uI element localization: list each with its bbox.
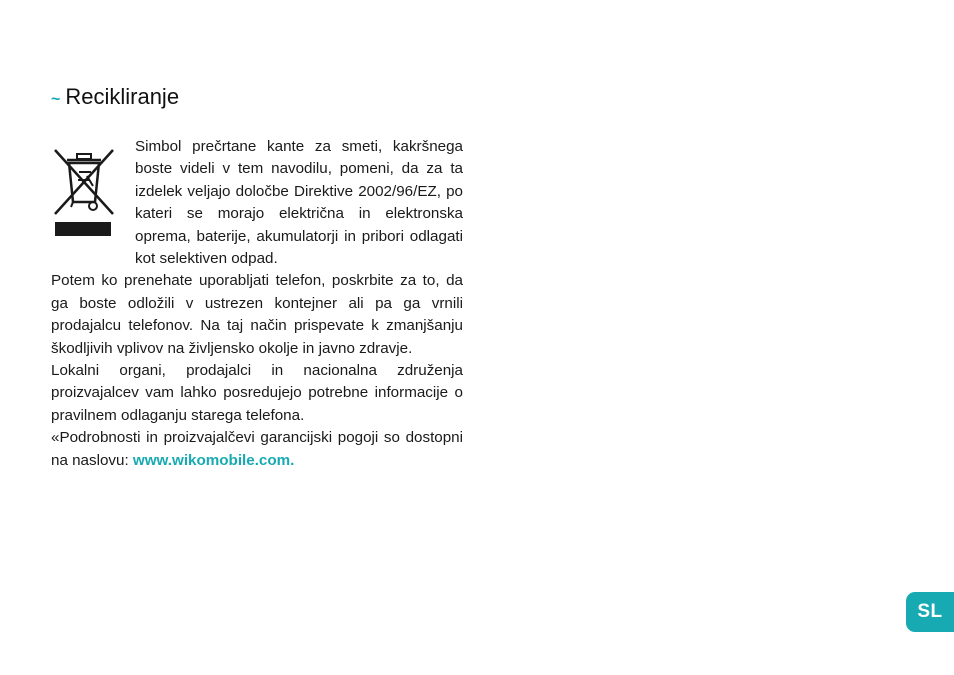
section-heading — [51, 84, 179, 110]
website-link[interactable]: www.wikomobile.com. — [132, 451, 295, 469]
heading-tilde: ~ — [51, 91, 61, 108]
weee-symbol — [51, 136, 135, 256]
weee-underline-bar — [55, 222, 111, 236]
page-title: Recikliranje — [65, 84, 180, 109]
language-badge: SL — [906, 592, 954, 632]
crossed-out-wheelie-bin-icon — [51, 146, 117, 218]
paragraph-local-authorities: Lokalni organi, prodajalci in nacionalna združenja proizvajalcev vam lahko posredujejo potrebne informacije o pravilnem odlaganju starega telefona. — [51, 362, 463, 424]
paragraph-symbol-meaning: Simbol prečrtane kante za smeti, kakršnega boste videli v tem navodilu, pomeni, da za ta izdelek veljajo določbe Direktive 2002/96/EZ, po kateri se morajo električna in elektronska oprema, baterije, akumulatorji in pribori odlagati kot selektiven odpad. — [135, 138, 463, 268]
paragraph-warranty — [51, 427, 463, 472]
paragraph-disposal: Potem ko prenehate uporabljati telefon, poskrbite za to, da ga boste odložili v ustrezen kontejner ali pa ga vrnili prodajalcu telefonov. Na taj način prispevate k zmanjšanju škodljivih vplivov na življensko okolje in javno zdravje. — [51, 272, 463, 357]
warranty-text: «Podrobnosti in proizvajalčevi garancijski pogoji so dostopni na naslovu: — [51, 429, 463, 469]
recycling-content — [51, 136, 463, 472]
